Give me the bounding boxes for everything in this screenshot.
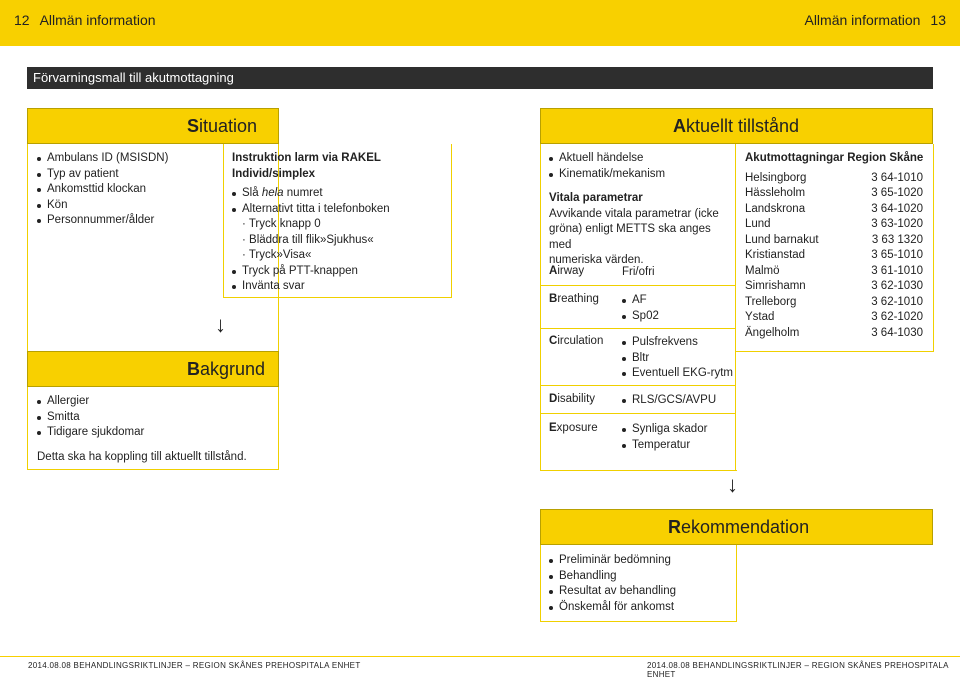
divider — [540, 413, 736, 414]
abcde-values-disability — [622, 393, 732, 409]
right-page-header — [804, 12, 946, 28]
hospital-row: Kristianstad 3 65-1010 — [745, 249, 923, 261]
divider — [540, 285, 736, 286]
list-item: Resultat av behandling — [549, 584, 734, 600]
instruction-sub-item: · Tryck»Visa« — [242, 249, 312, 261]
list-item: Tidigare sjukdomar — [37, 425, 237, 441]
list-item: Invänta svar — [232, 279, 447, 295]
abcde-values-breathing — [622, 293, 732, 324]
hospital-row: Ängelholm 3 64-1030 — [745, 326, 923, 339]
list-item: Temperatur — [622, 438, 732, 454]
list-item: Sp02 — [622, 309, 732, 325]
list-item: Slå hela numret — [232, 186, 447, 202]
hospital-row: Lund barnakut 3 63 1320 — [745, 233, 923, 246]
situation-heading: Situation — [187, 116, 258, 136]
list-item: Bltr — [622, 351, 736, 367]
right-page-number: 13 — [930, 12, 946, 28]
hospital-list — [745, 151, 930, 341]
abcde-values-circulation — [622, 335, 736, 382]
instruction-subtitle: Individ/simplex — [232, 167, 316, 180]
abcde-values-exposure — [622, 422, 732, 453]
bakgrund-note: Detta ska ha koppling till aktuellt tillstånd. — [37, 451, 247, 463]
list-item: RLS/GCS/AVPU — [622, 393, 732, 409]
abcde-value-airway: Fri/ofri — [622, 266, 655, 278]
list-item: Synliga skador — [622, 422, 732, 438]
list-item: Allergier — [37, 394, 237, 410]
list-item: Aktuell händelse — [549, 151, 729, 167]
footer-left: 2014.08.08 BEHANDLINGSRIKTLINJER – REGION SKÅNES PREHOSPITALA ENHET — [28, 661, 361, 670]
situation-list — [37, 151, 217, 229]
list-item: Alternativt titta i telefonboken — [232, 202, 447, 218]
hospital-row: Ystad 3 62-1020 — [745, 311, 923, 323]
divider — [540, 328, 736, 329]
divider — [540, 470, 737, 471]
list-item: Smitta — [37, 410, 237, 426]
instruction-sub-item: · Tryck knapp 0 — [242, 218, 321, 230]
hospital-row: Lund 3 63-1020 — [745, 218, 923, 230]
divider — [933, 144, 934, 352]
aktuellt-heading: Aktuellt tillstånd — [673, 116, 800, 136]
list-item: Tryck på PTT-knappen — [232, 264, 447, 280]
list-item: Ankomsttid klockan — [37, 182, 217, 198]
instruction-list-end — [232, 264, 447, 295]
hospital-row: Malmö 3 61-1010 — [745, 264, 923, 277]
vitals-text: numeriska värden. — [549, 254, 644, 266]
hospital-row: Hässleholm 3 65-1020 — [745, 187, 923, 199]
hospital-list-title: Akutmottagningar Region Skåne — [745, 152, 924, 164]
footer-line — [0, 656, 960, 657]
abcde-key-circulation: Circulation — [549, 335, 604, 347]
abcde-key-breathing: Breathing — [549, 293, 599, 305]
divider — [736, 351, 934, 352]
bakgrund-list — [37, 394, 237, 441]
list-item: Kinematik/mekanism — [549, 167, 729, 183]
list-item: AF — [622, 293, 732, 309]
list-item: Kön — [37, 198, 217, 214]
page-title: Förvarningsmall till akutmottagning — [27, 67, 933, 89]
bakgrund-heading: Bakgrund — [187, 359, 266, 379]
instruction-list — [232, 186, 447, 217]
list-item: Önskemål för ankomst — [549, 600, 734, 616]
vitals-title: Vitala parametrar — [549, 192, 643, 204]
hospital-row: Simrishamn 3 62-1030 — [745, 280, 923, 292]
hospital-row: Trelleborg 3 62-1010 — [745, 295, 923, 308]
list-item: Personnummer/ålder — [37, 213, 217, 229]
divider — [540, 385, 736, 386]
abcde-key-disability: Disability — [549, 393, 596, 405]
hospital-row: Landskrona 3 64-1020 — [745, 202, 923, 215]
instruction-sub-item: · Bläddra till flik»Sjukhus« — [242, 233, 374, 246]
instruction-title: Instruktion larm via RAKEL — [232, 152, 381, 164]
list-item: Pulsfrekvens — [622, 335, 736, 351]
vitals-text: Avvikande vitala parametrar (icke — [549, 207, 719, 220]
instruction-content — [232, 151, 447, 295]
list-item: Ambulans ID (MSISDN) — [37, 151, 217, 167]
abcde-key-airway: Airway — [549, 265, 585, 277]
rekommendation-list — [549, 553, 734, 615]
down-arrow-icon: ↓ — [215, 312, 226, 337]
left-page-header — [14, 12, 156, 28]
list-item: Preliminär bedömning — [549, 553, 734, 569]
footer-right: 2014.08.08 BEHANDLINGSRIKTLINJER – REGION SKÅNES PREHOSPITALA ENHET — [647, 661, 949, 679]
list-item: Eventuell EKG-rytm — [622, 366, 736, 382]
vitals-block — [549, 191, 734, 269]
left-page-number: 12 — [14, 12, 30, 28]
vitals-text: gröna) enligt METTS ska anges med — [549, 223, 711, 251]
aktuellt-list — [549, 151, 729, 182]
list-item: Typ av patient — [37, 167, 217, 183]
list-item: Behandling — [549, 569, 734, 585]
left-page-title: Allmän information — [39, 12, 156, 28]
rekommendation-heading: Rekommendation — [668, 517, 810, 537]
abcde-key-exposure: Exposure — [549, 422, 598, 434]
right-page-title: Allmän information — [804, 12, 921, 28]
hospital-row: Helsingborg 3 64-1010 — [745, 171, 923, 184]
down-arrow-icon: ↓ — [727, 472, 738, 497]
